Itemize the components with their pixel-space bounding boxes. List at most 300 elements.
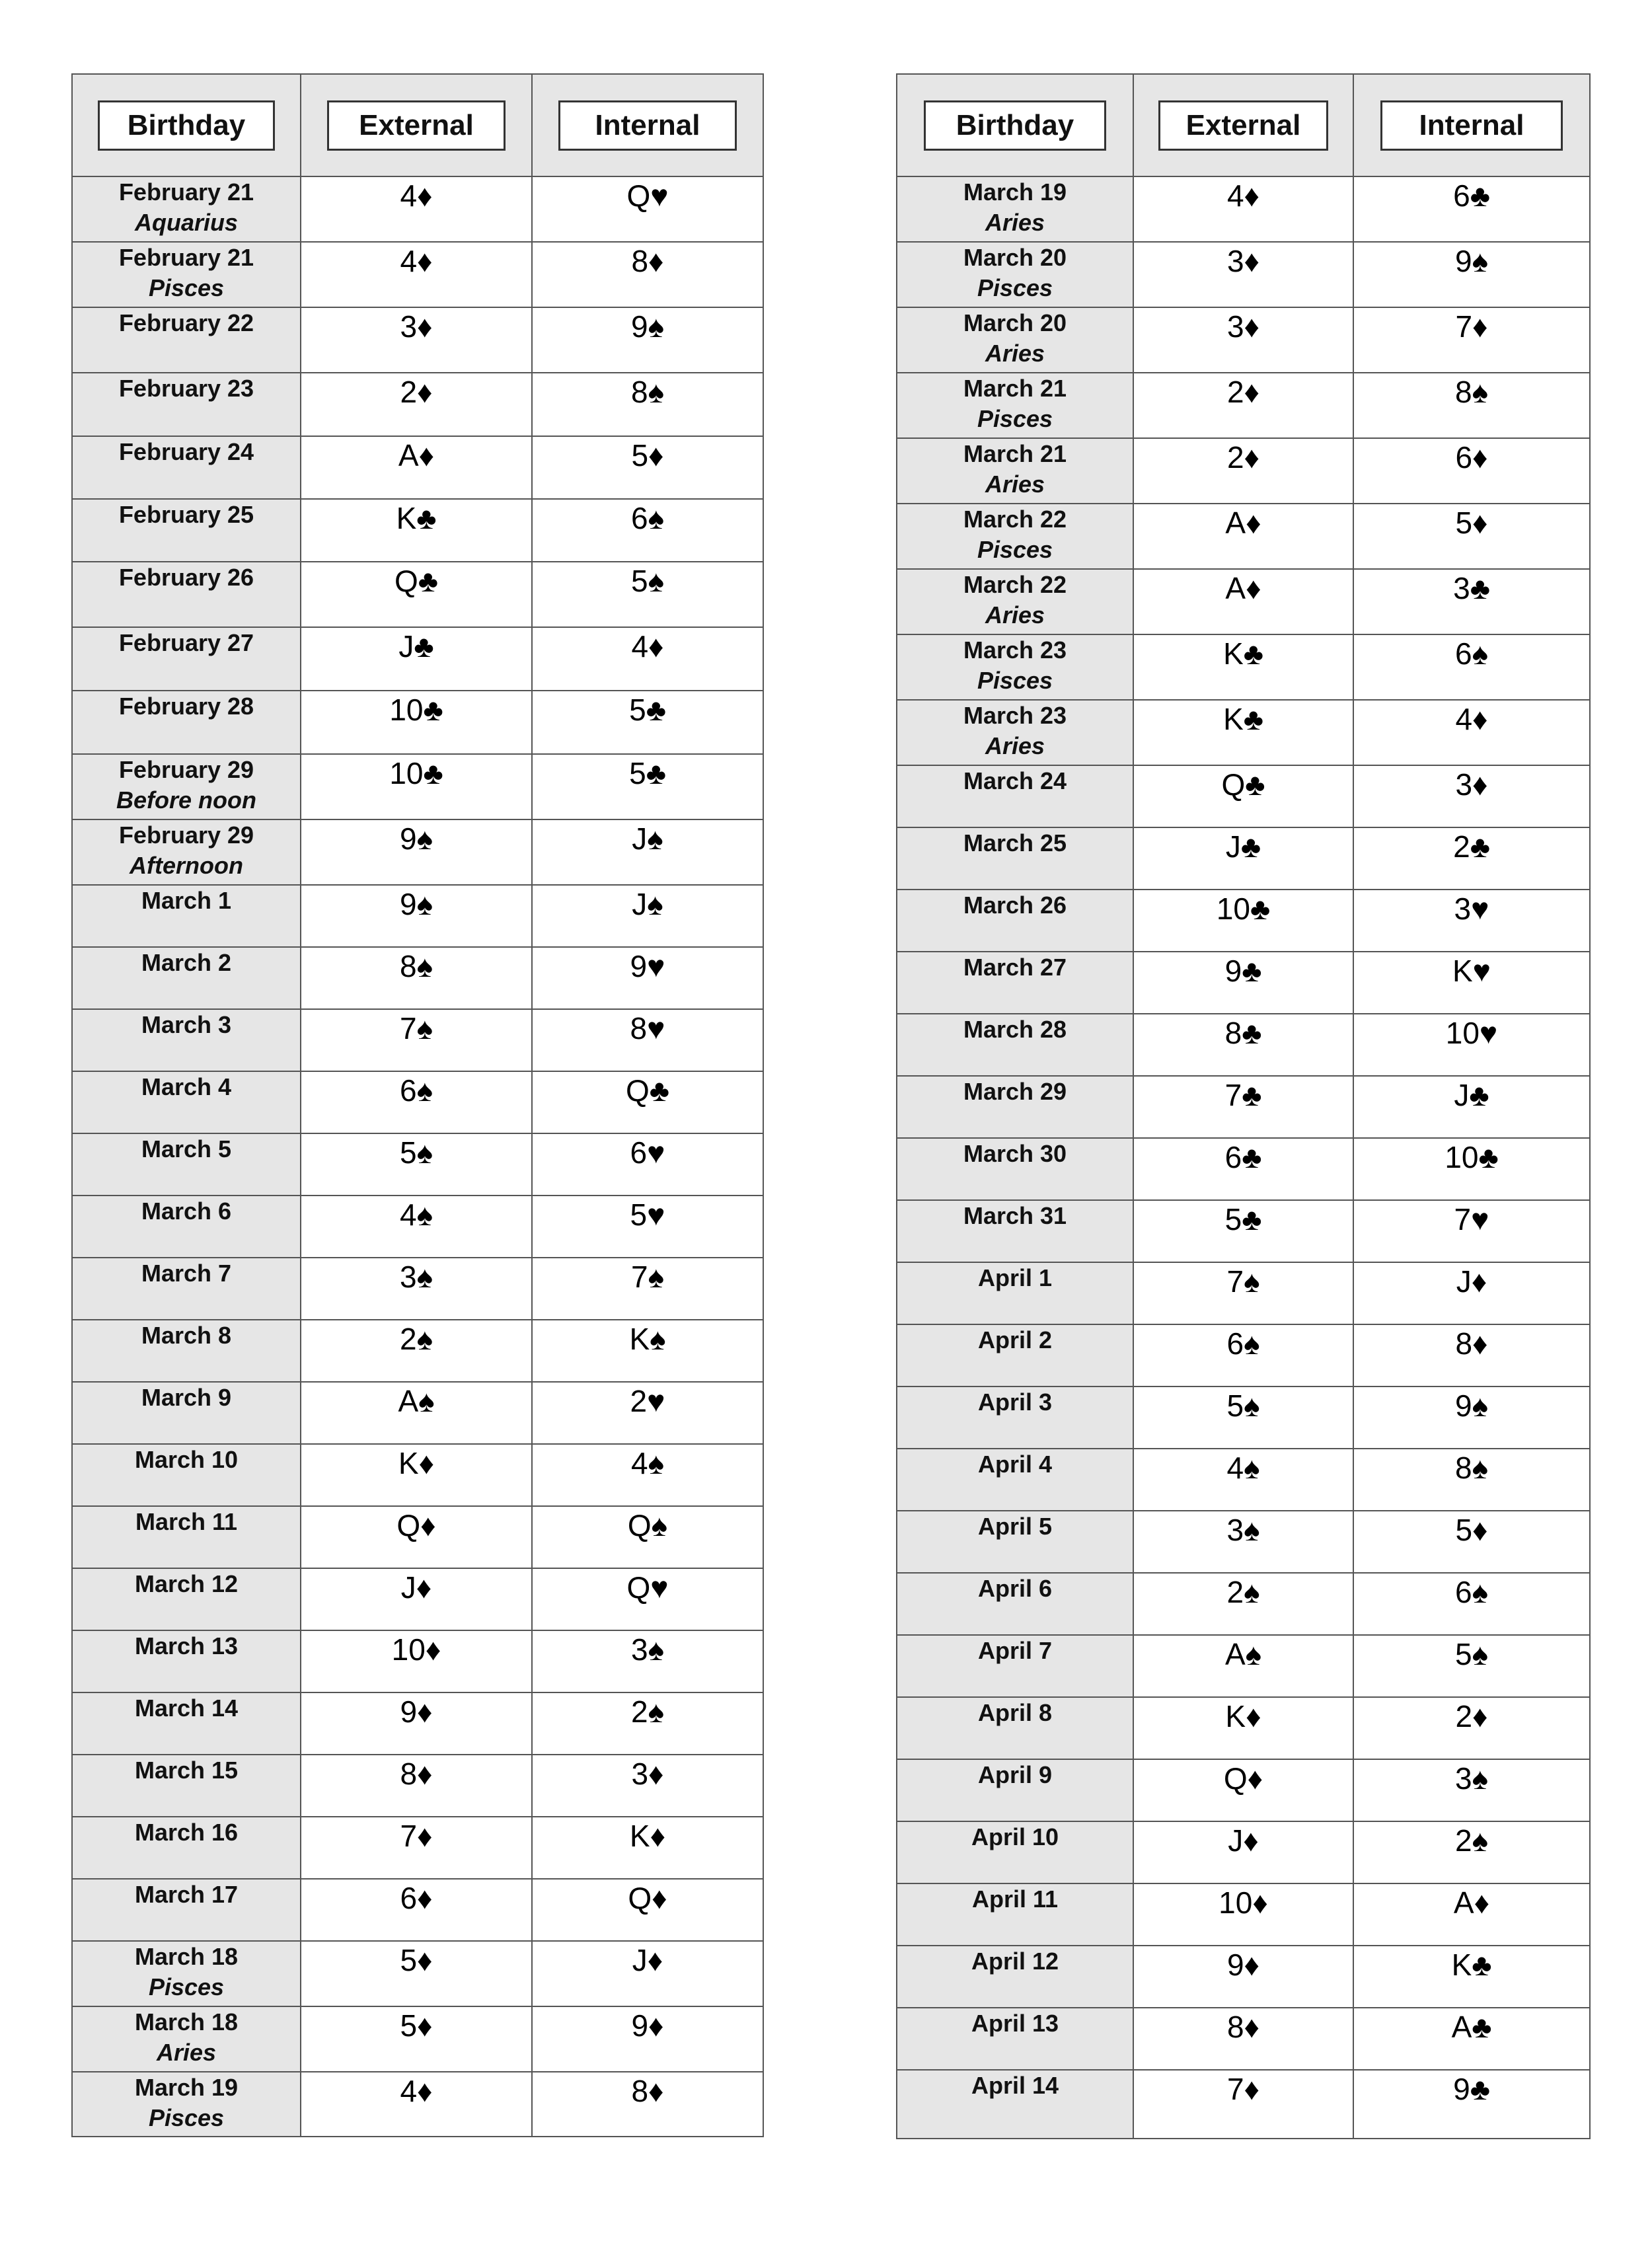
table-row [72, 1630, 763, 1692]
birthday-date: March 18 [134, 2008, 239, 2035]
internal-header-label: Internal [1380, 100, 1563, 151]
birthday-date: April 13 [971, 2010, 1059, 2037]
external-card-cell: A♠ [1133, 1635, 1353, 1697]
external-card-cell: 7♣ [1133, 1076, 1353, 1138]
birthday-cell [897, 1883, 1133, 1946]
internal-card-cell: 2♣ [1353, 827, 1590, 890]
birthday-date: March 16 [134, 1819, 239, 1846]
external-card-cell: 2♦ [301, 373, 532, 436]
birthday-header-label: Birthday [924, 100, 1107, 151]
internal-card-cell: 4♦ [532, 627, 763, 691]
internal-card-cell: Q♠ [532, 1506, 763, 1568]
birthday-date: April 2 [977, 1326, 1053, 1353]
external-card-cell: J♣ [1133, 827, 1353, 890]
table-row [897, 1014, 1590, 1076]
internal-card-cell: 8♦ [532, 2072, 763, 2137]
table-row [897, 1138, 1590, 1200]
birthday-date: March 17 [134, 1881, 239, 1908]
table-row [897, 1324, 1590, 1386]
external-card-cell: 4♠ [301, 1196, 532, 1258]
birthday-date: March 15 [134, 1757, 239, 1784]
table-row [897, 1759, 1590, 1821]
zodiac-note: Pisces [148, 274, 225, 301]
zodiac-note: Before noon [116, 786, 256, 814]
table-row [72, 1071, 763, 1133]
external-card-cell: 9♦ [301, 1692, 532, 1755]
internal-card-cell: 5♣ [532, 691, 763, 754]
external-card-cell: 7♠ [1133, 1262, 1353, 1324]
internal-card-cell: A♦ [1353, 1883, 1590, 1946]
birthday-date: March 9 [141, 1384, 232, 1411]
external-card-cell: K♦ [301, 1444, 532, 1506]
internal-card-cell: 9♠ [532, 307, 763, 373]
table-row [72, 1506, 763, 1568]
table-body [897, 176, 1590, 2139]
zodiac-note: Pisces [148, 1973, 225, 2000]
birthday-cell [897, 438, 1133, 504]
table-row [72, 1382, 763, 1444]
birthday-cell [897, 1635, 1133, 1697]
birthday-cell [897, 1511, 1133, 1573]
external-card-cell: 4♦ [301, 2072, 532, 2137]
zodiac-note: Pisces [148, 2104, 225, 2131]
internal-card-cell: Q♥ [532, 176, 763, 242]
birthday-date: March 21 [963, 440, 1067, 467]
table-row [72, 885, 763, 947]
internal-card-cell: 9♠ [1353, 242, 1590, 307]
table-row [897, 307, 1590, 373]
birthday-cell [897, 242, 1133, 307]
table-row [72, 242, 763, 307]
internal-card-cell: 2♥ [532, 1382, 763, 1444]
zodiac-note: Aries [985, 340, 1045, 367]
table-row [72, 627, 763, 691]
internal-card-cell: 6♦ [1353, 438, 1590, 504]
table-row [897, 1511, 1590, 1573]
birthday-cell [72, 499, 301, 562]
external-card-cell: 7♠ [301, 1009, 532, 1071]
birthday-cell [72, 1506, 301, 1568]
birthday-cell [897, 827, 1133, 890]
birthday-date: March 3 [141, 1011, 232, 1038]
internal-card-cell: 6♠ [1353, 1573, 1590, 1635]
birthday-cell [72, 754, 301, 819]
external-header [1133, 74, 1353, 176]
birthday-cell [72, 242, 301, 307]
external-card-cell: 6♦ [301, 1879, 532, 1941]
table-row [72, 2006, 763, 2072]
birthday-date: March 4 [141, 1073, 232, 1100]
table-row [72, 691, 763, 754]
internal-card-cell: 5♠ [1353, 1635, 1590, 1697]
external-card-cell: 5♠ [1133, 1386, 1353, 1449]
external-card-cell: A♦ [1133, 569, 1353, 634]
table-row [72, 1009, 763, 1071]
internal-card-cell: K♥ [1353, 952, 1590, 1014]
external-card-cell: A♦ [1133, 504, 1353, 569]
birthday-cell [72, 1320, 301, 1382]
birthday-date: March 29 [963, 1078, 1067, 1105]
birthday-cell [897, 700, 1133, 765]
birthday-date: February 24 [118, 438, 254, 465]
external-card-cell: 4♠ [1133, 1449, 1353, 1511]
zodiac-note: Aries [985, 601, 1045, 628]
external-card-cell: 5♣ [1133, 1200, 1353, 1262]
external-card-cell: 10♦ [301, 1630, 532, 1692]
birthday-date: April 14 [971, 2072, 1059, 2099]
birthday-cell [897, 504, 1133, 569]
external-card-cell: 5♠ [301, 1133, 532, 1196]
internal-header [1353, 74, 1590, 176]
internal-card-cell: A♣ [1353, 2008, 1590, 2070]
birthday-cell [72, 1941, 301, 2006]
birthday-date: March 27 [963, 954, 1067, 981]
table-row [72, 2072, 763, 2137]
birthday-cell [72, 1817, 301, 1879]
internal-card-cell: 10♣ [1353, 1138, 1590, 1200]
external-card-cell: 2♦ [1133, 438, 1353, 504]
internal-card-cell: 5♦ [1353, 1511, 1590, 1573]
external-card-cell: 6♣ [1133, 1138, 1353, 1200]
internal-card-cell: 5♣ [532, 754, 763, 819]
birthday-cell [897, 1821, 1133, 1883]
external-card-cell: 2♠ [301, 1320, 532, 1382]
birthday-date: March 8 [141, 1322, 232, 1349]
zodiac-note: Pisces [977, 274, 1053, 301]
table-row [897, 373, 1590, 438]
birthday-header [897, 74, 1133, 176]
header-row [72, 74, 763, 176]
table-row [72, 562, 763, 627]
birthday-date: April 10 [971, 1823, 1059, 1850]
birthday-cell [897, 890, 1133, 952]
internal-card-cell: 3♠ [1353, 1759, 1590, 1821]
birthday-date: March 20 [963, 309, 1067, 336]
internal-card-cell: 9♦ [532, 2006, 763, 2072]
birthday-date: April 4 [977, 1451, 1053, 1478]
table-row [72, 1133, 763, 1196]
birthday-header-label: Birthday [98, 100, 274, 151]
external-header [301, 74, 532, 176]
birthday-date: February 27 [118, 629, 254, 656]
internal-card-cell: 6♥ [532, 1133, 763, 1196]
birthday-date: March 5 [141, 1135, 232, 1162]
external-card-cell: J♣ [301, 627, 532, 691]
external-card-cell: 2♠ [1133, 1573, 1353, 1635]
header-row [897, 74, 1590, 176]
external-card-cell: 8♦ [1133, 2008, 1353, 2070]
external-card-cell: 9♣ [1133, 952, 1353, 1014]
birthday-cell [72, 1009, 301, 1071]
table-row [897, 1449, 1590, 1511]
birthday-date: March 19 [963, 178, 1067, 206]
table-row [897, 765, 1590, 827]
birthday-cell [72, 947, 301, 1009]
zodiac-note: Aquarius [134, 209, 239, 236]
external-card-cell: 10♣ [1133, 890, 1353, 952]
birthday-cell [72, 436, 301, 499]
table-row [897, 2070, 1590, 2139]
internal-card-cell: 2♦ [1353, 1697, 1590, 1759]
birthday-date: March 10 [134, 1446, 239, 1473]
birthday-cell [72, 1133, 301, 1196]
birthday-date: March 11 [135, 1508, 238, 1535]
table-row [897, 1883, 1590, 1946]
internal-card-cell: J♣ [1353, 1076, 1590, 1138]
internal-card-cell: J♦ [1353, 1262, 1590, 1324]
internal-card-cell: 4♦ [1353, 700, 1590, 765]
internal-card-cell: 4♠ [532, 1444, 763, 1506]
birthday-date: March 13 [134, 1632, 239, 1659]
table-row [72, 947, 763, 1009]
birthday-cell [897, 176, 1133, 242]
internal-card-cell: 8♦ [1353, 1324, 1590, 1386]
birthday-cell [897, 1324, 1133, 1386]
external-card-cell: Q♣ [301, 562, 532, 627]
birthday-date: February 23 [118, 375, 254, 402]
birthday-date: March 26 [963, 892, 1067, 919]
table-row [897, 1697, 1590, 1759]
birthday-cell [897, 569, 1133, 634]
birthday-cell [897, 634, 1133, 700]
birthday-cell [897, 1076, 1133, 1138]
internal-card-cell: 2♠ [1353, 1821, 1590, 1883]
internal-card-cell: 10♥ [1353, 1014, 1590, 1076]
external-card-cell: 4♦ [301, 242, 532, 307]
birthday-cell [897, 765, 1133, 827]
internal-card-cell: J♠ [532, 819, 763, 885]
table-row [72, 1692, 763, 1755]
table-row [72, 1755, 763, 1817]
birthday-cell [72, 2072, 301, 2137]
birthday-cell [72, 885, 301, 947]
external-header-label: External [1158, 100, 1329, 151]
internal-card-cell: 3♠ [532, 1630, 763, 1692]
table-row [897, 952, 1590, 1014]
birthday-cell [897, 373, 1133, 438]
external-card-cell: 6♠ [1133, 1324, 1353, 1386]
birthday-cell [897, 1697, 1133, 1759]
external-header-label: External [327, 100, 506, 151]
table-body [72, 176, 763, 2137]
external-card-cell: 10♦ [1133, 1883, 1353, 1946]
external-card-cell: 7♦ [301, 1817, 532, 1879]
external-card-cell: J♦ [1133, 1821, 1353, 1883]
birthday-cell [897, 1759, 1133, 1821]
internal-card-cell: 7♥ [1353, 1200, 1590, 1262]
external-card-cell: K♣ [301, 499, 532, 562]
external-card-cell: 4♦ [301, 176, 532, 242]
external-card-cell: Q♦ [1133, 1759, 1353, 1821]
table-row [72, 1879, 763, 1941]
table-row [897, 1262, 1590, 1324]
table-row [72, 1258, 763, 1320]
birthday-cell [72, 1382, 301, 1444]
birthday-date: March 2 [141, 949, 232, 976]
external-card-cell: A♦ [301, 436, 532, 499]
internal-header-label: Internal [558, 100, 737, 151]
table-row [897, 176, 1590, 242]
birthday-cell [72, 819, 301, 885]
table-row [72, 176, 763, 242]
birthday-cell [72, 1879, 301, 1941]
internal-card-cell: 8♠ [532, 373, 763, 436]
birthday-date: February 28 [118, 693, 254, 720]
birthday-date: March 28 [963, 1016, 1067, 1043]
internal-card-cell: 5♥ [532, 1196, 763, 1258]
external-card-cell: 4♦ [1133, 176, 1353, 242]
external-card-cell: Q♦ [301, 1506, 532, 1568]
table-row [897, 827, 1590, 890]
internal-card-cell: 8♠ [1353, 373, 1590, 438]
internal-card-cell: 3♦ [1353, 765, 1590, 827]
birthday-date: February 22 [118, 309, 254, 336]
birthday-cell [897, 1014, 1133, 1076]
table-row [897, 634, 1590, 700]
table-row [72, 307, 763, 373]
birthday-cell [72, 307, 301, 373]
birthday-card-table-left [71, 73, 764, 2137]
birthday-date: April 3 [977, 1388, 1053, 1416]
internal-card-cell: 8♥ [532, 1009, 763, 1071]
external-card-cell: 9♠ [301, 885, 532, 947]
birthday-cell [897, 307, 1133, 373]
birthday-date: April 12 [971, 1948, 1059, 1975]
external-card-cell: 3♦ [301, 307, 532, 373]
internal-card-cell: 6♠ [1353, 634, 1590, 700]
internal-card-cell: 7♦ [1353, 307, 1590, 373]
internal-card-cell: K♠ [532, 1320, 763, 1382]
internal-card-cell: K♣ [1353, 1946, 1590, 2008]
external-card-cell: 9♠ [301, 819, 532, 885]
birthday-date: March 19 [134, 2074, 239, 2101]
birthday-cell [72, 1630, 301, 1692]
table-row [72, 1196, 763, 1258]
external-card-cell: 5♦ [301, 1941, 532, 2006]
birthday-date: February 29 [118, 756, 254, 783]
birthday-date: March 22 [963, 571, 1067, 598]
birthday-date: February 25 [118, 501, 254, 528]
birthday-date: March 7 [141, 1260, 232, 1287]
internal-card-cell: 3♣ [1353, 569, 1590, 634]
birthday-date: March 23 [963, 702, 1067, 729]
internal-card-cell: 5♦ [1353, 504, 1590, 569]
birthday-cell [72, 1755, 301, 1817]
external-card-cell: 8♦ [301, 1755, 532, 1817]
internal-card-cell: Q♥ [532, 1568, 763, 1630]
birthday-date: March 18 [134, 1943, 239, 1970]
birthday-cell [72, 1692, 301, 1755]
birthday-cell [72, 1258, 301, 1320]
table-row [897, 1946, 1590, 2008]
birthday-cell [897, 1573, 1133, 1635]
birthday-date: March 12 [134, 1570, 239, 1597]
zodiac-note: Aries [985, 209, 1045, 236]
table-row [72, 1941, 763, 2006]
internal-card-cell: 3♦ [532, 1755, 763, 1817]
internal-card-cell: 6♠ [532, 499, 763, 562]
table-row [897, 1821, 1590, 1883]
birthday-date: March 22 [963, 506, 1067, 533]
birthday-cell [897, 2070, 1133, 2139]
birthday-cell [897, 1386, 1133, 1449]
birthday-date: April 6 [977, 1575, 1053, 1602]
birthday-header [72, 74, 301, 176]
birthday-cell [72, 373, 301, 436]
birthday-date: April 7 [977, 1637, 1053, 1664]
birthday-date: March 6 [141, 1197, 232, 1225]
table-row [72, 436, 763, 499]
table-row [897, 1200, 1590, 1262]
internal-card-cell: 2♠ [532, 1692, 763, 1755]
internal-card-cell: 3♥ [1353, 890, 1590, 952]
external-card-cell: J♦ [301, 1568, 532, 1630]
external-card-cell: Q♣ [1133, 765, 1353, 827]
internal-card-cell: 6♣ [1353, 176, 1590, 242]
birthday-cell [897, 1262, 1133, 1324]
birthday-cell [897, 1946, 1133, 2008]
birthday-date: March 1 [141, 887, 232, 914]
table-row [72, 499, 763, 562]
birthday-date: March 31 [963, 1202, 1067, 1229]
table-row [897, 1573, 1590, 1635]
external-card-cell: 3♠ [1133, 1511, 1353, 1573]
birthday-cell [72, 2006, 301, 2072]
external-card-cell: 2♦ [1133, 373, 1353, 438]
external-card-cell: 7♦ [1133, 2070, 1353, 2139]
birthday-cell [897, 1138, 1133, 1200]
external-card-cell: 3♠ [301, 1258, 532, 1320]
birthday-cell [72, 1568, 301, 1630]
birthday-cell [72, 176, 301, 242]
external-card-cell: 8♠ [301, 947, 532, 1009]
external-card-cell: 9♦ [1133, 1946, 1353, 2008]
birthday-date: April 1 [977, 1264, 1053, 1291]
external-card-cell: 5♦ [301, 2006, 532, 2072]
table-row [897, 504, 1590, 569]
external-card-cell: A♠ [301, 1382, 532, 1444]
birthday-date: March 20 [963, 244, 1067, 271]
internal-card-cell: 8♠ [1353, 1449, 1590, 1511]
internal-card-cell: 5♠ [532, 562, 763, 627]
birthday-card-table-right [896, 73, 1591, 2139]
internal-card-cell: J♦ [532, 1941, 763, 2006]
birthday-cell [72, 691, 301, 754]
table-row [72, 819, 763, 885]
table-row [72, 1320, 763, 1382]
external-card-cell: 10♣ [301, 691, 532, 754]
internal-card-cell: 9♣ [1353, 2070, 1590, 2139]
table-row [897, 438, 1590, 504]
table-row [897, 890, 1590, 952]
birthday-date: February 29 [118, 821, 254, 849]
birthday-date: April 8 [977, 1699, 1053, 1726]
table-row [72, 754, 763, 819]
zodiac-note: Pisces [977, 667, 1053, 694]
internal-card-cell: 9♠ [1353, 1386, 1590, 1449]
table-row [897, 569, 1590, 634]
internal-card-cell: 9♥ [532, 947, 763, 1009]
birthday-cell [72, 627, 301, 691]
external-card-cell: 3♦ [1133, 307, 1353, 373]
internal-card-cell: J♠ [532, 885, 763, 947]
zodiac-note: Aries [156, 2039, 217, 2066]
table-row [897, 1635, 1590, 1697]
birthday-date: March 25 [963, 829, 1067, 856]
external-card-cell: K♦ [1133, 1697, 1353, 1759]
external-card-cell: 3♦ [1133, 242, 1353, 307]
zodiac-note: Aries [985, 471, 1045, 498]
